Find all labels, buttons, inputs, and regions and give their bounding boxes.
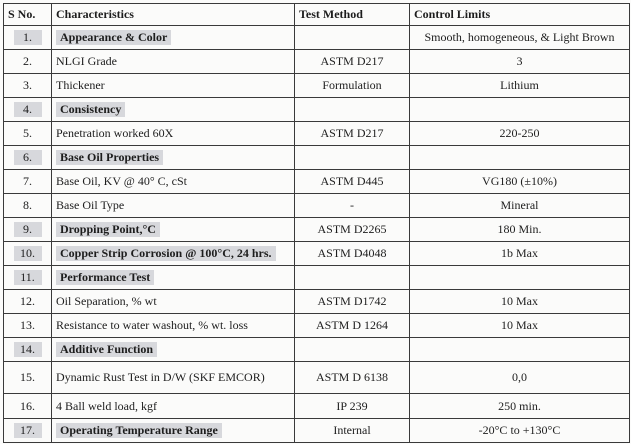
table-row xyxy=(4,74,630,98)
table-row xyxy=(4,194,630,218)
row-test-method: - xyxy=(295,194,410,218)
row-sno: 14. xyxy=(14,342,42,357)
table-header-row xyxy=(4,4,630,26)
row-control-limit xyxy=(410,338,630,362)
row-test-method xyxy=(295,26,410,50)
table-row xyxy=(4,338,630,362)
table-row xyxy=(4,98,630,122)
row-characteristic: Appearance & Color xyxy=(56,30,171,45)
table-row xyxy=(4,146,630,170)
row-sno: 4. xyxy=(14,102,42,117)
row-sno: 7. xyxy=(4,170,52,194)
table-row xyxy=(4,419,630,443)
table-row xyxy=(4,394,630,419)
table-row xyxy=(4,362,630,394)
row-test-method xyxy=(295,98,410,122)
row-control-limit xyxy=(410,266,630,290)
table-row xyxy=(4,266,630,290)
row-control-limit: 220-250 xyxy=(410,122,630,146)
row-control-limit: 1b Max xyxy=(410,242,630,266)
table-row xyxy=(4,314,630,338)
header-characteristics: Characteristics xyxy=(52,4,295,26)
row-test-method xyxy=(295,338,410,362)
table-row xyxy=(4,122,630,146)
row-sno: 17. xyxy=(14,423,42,438)
row-sno: 9. xyxy=(14,222,42,237)
row-characteristic: Base Oil Type xyxy=(52,194,295,218)
row-characteristic: Additive Function xyxy=(56,342,157,357)
row-sno: 2. xyxy=(4,50,52,74)
specification-table xyxy=(3,3,630,443)
row-characteristic: Dynamic Rust Test in D/W (SKF EMCOR) xyxy=(52,362,295,394)
row-characteristic: NLGI Grade xyxy=(52,50,295,74)
row-sno: 6. xyxy=(14,150,42,165)
table-row xyxy=(4,50,630,74)
row-characteristic: 4 Ball weld load, kgf xyxy=(52,394,295,419)
table-row xyxy=(4,170,630,194)
header-sno: S No. xyxy=(4,4,52,26)
row-characteristic: Operating Temperature Range xyxy=(56,423,222,438)
row-control-limit: Smooth, homogeneous, & Light Brown xyxy=(410,26,630,50)
header-control-limits: Control Limits xyxy=(410,4,630,26)
row-control-limit: 180 Min. xyxy=(410,218,630,242)
row-control-limit: VG180 (±10%) xyxy=(410,170,630,194)
row-sno: 15. xyxy=(4,362,52,394)
row-sno: 16. xyxy=(4,394,52,419)
row-sno: 12. xyxy=(4,290,52,314)
row-test-method xyxy=(295,146,410,170)
row-characteristic: Penetration worked 60X xyxy=(52,122,295,146)
row-test-method: ASTM D445 xyxy=(295,170,410,194)
row-sno: 8. xyxy=(4,194,52,218)
row-test-method: ASTM D 6138 xyxy=(295,362,410,394)
row-characteristic: Base Oil Properties xyxy=(56,150,163,165)
row-control-limit: 250 min. xyxy=(410,394,630,419)
row-characteristic: Base Oil, KV @ 40° C, cSt xyxy=(52,170,295,194)
row-test-method: ASTM D217 xyxy=(295,50,410,74)
row-control-limit: 0,0 xyxy=(410,362,630,394)
row-test-method xyxy=(295,266,410,290)
row-sno: 1. xyxy=(14,30,42,45)
row-characteristic: Oil Separation, % wt xyxy=(52,290,295,314)
table-row xyxy=(4,242,630,266)
row-control-limit: Lithium xyxy=(410,74,630,98)
row-test-method: IP 239 xyxy=(295,394,410,419)
row-test-method: ASTM D1742 xyxy=(295,290,410,314)
row-control-limit xyxy=(410,98,630,122)
row-test-method: Formulation xyxy=(295,74,410,98)
row-test-method: ASTM D 1264 xyxy=(295,314,410,338)
row-control-limit: -20°C to +130°C xyxy=(410,419,630,443)
row-control-limit: 3 xyxy=(410,50,630,74)
row-control-limit xyxy=(410,146,630,170)
row-sno: 13. xyxy=(4,314,52,338)
row-control-limit: 10 Max xyxy=(410,314,630,338)
table-row xyxy=(4,218,630,242)
row-characteristic: Performance Test xyxy=(56,270,154,285)
row-control-limit: 10 Max xyxy=(410,290,630,314)
row-characteristic: Thickener xyxy=(52,74,295,98)
row-characteristic: Consistency xyxy=(56,102,125,117)
row-characteristic: Copper Strip Corrosion @ 100°C, 24 hrs. xyxy=(56,246,276,261)
table-body xyxy=(4,26,630,443)
row-characteristic: Dropping Point,°C xyxy=(56,222,160,237)
row-sno: 11. xyxy=(14,270,42,285)
table-row xyxy=(4,26,630,50)
row-test-method: ASTM D2265 xyxy=(295,218,410,242)
row-sno: 10. xyxy=(14,246,42,261)
row-test-method: ASTM D4048 xyxy=(295,242,410,266)
row-control-limit: Mineral xyxy=(410,194,630,218)
row-test-method: ASTM D217 xyxy=(295,122,410,146)
table-row xyxy=(4,290,630,314)
row-test-method: Internal xyxy=(295,419,410,443)
header-test-method: Test Method xyxy=(295,4,410,26)
row-sno: 5. xyxy=(4,122,52,146)
row-sno: 3. xyxy=(4,74,52,98)
row-characteristic: Resistance to water washout, % wt. loss xyxy=(52,314,295,338)
